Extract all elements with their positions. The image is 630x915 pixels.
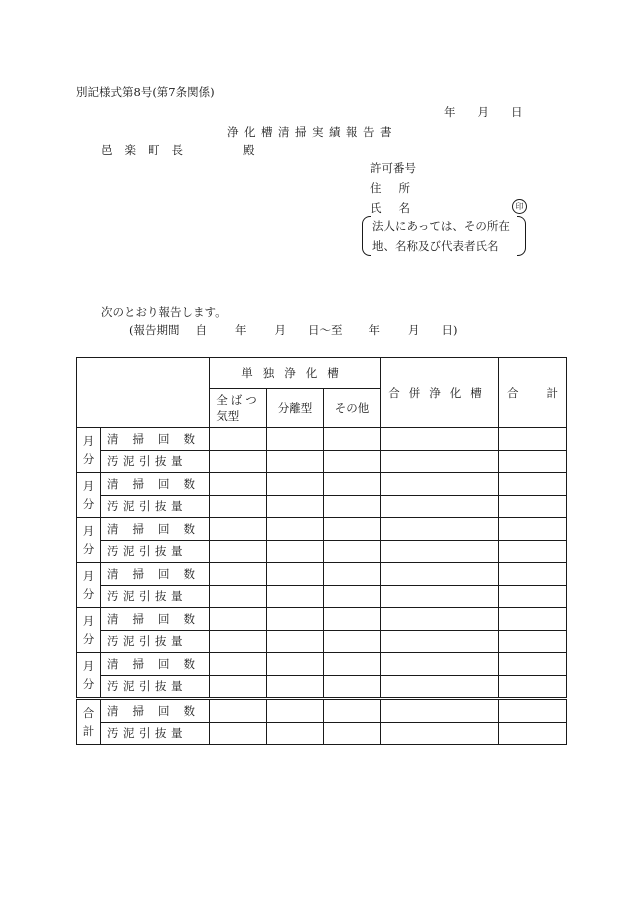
addressee: [101, 142, 255, 158]
blank-cell[interactable]: [499, 630, 567, 653]
period-day1: 日〜至: [308, 323, 343, 337]
sludge-volume-label: 汚泥引抜量: [101, 495, 210, 518]
blank-cell[interactable]: [210, 495, 267, 518]
blank-cell[interactable]: [267, 518, 324, 541]
date-line: [444, 104, 545, 120]
sludge-volume-label: 汚泥引抜量: [101, 630, 210, 653]
blank-cell[interactable]: [381, 450, 499, 473]
date-year: 年: [444, 105, 456, 119]
blank-cell[interactable]: [381, 473, 499, 496]
sludge-volume-label: 汚泥引抜量: [101, 540, 210, 563]
blank-cell[interactable]: [267, 722, 324, 745]
blank-cell[interactable]: [267, 540, 324, 563]
separation-header: 分離型: [267, 389, 324, 428]
blank-cell[interactable]: [210, 473, 267, 496]
blank-cell[interactable]: [324, 450, 381, 473]
blank-cell[interactable]: [324, 675, 381, 699]
blank-cell[interactable]: [324, 722, 381, 745]
total-header-a: 合: [507, 385, 519, 400]
address-label: 住所: [370, 181, 427, 195]
blank-cell[interactable]: [324, 563, 381, 586]
cleaning-count-label: 清掃回数: [101, 699, 210, 723]
month-label: [77, 518, 101, 563]
blank-cell[interactable]: [210, 722, 267, 745]
table-row: [77, 518, 567, 541]
table-row: [77, 699, 567, 723]
table-row: [77, 428, 567, 451]
blank-cell[interactable]: [499, 450, 567, 473]
form-number: 別記様式第8号(第7条関係): [76, 85, 215, 99]
blank-cell[interactable]: [210, 450, 267, 473]
date-day: 日: [511, 105, 523, 119]
blank-cell[interactable]: [210, 630, 267, 653]
month-label-text: 月分: [82, 569, 95, 601]
corporation-note-line1: 法人にあっては、その所在: [372, 219, 510, 233]
report-statement: 次のとおり報告します。: [101, 305, 227, 319]
blank-cell[interactable]: [267, 585, 324, 608]
blank-cell[interactable]: [499, 585, 567, 608]
blank-cell[interactable]: [267, 630, 324, 653]
period-year2: 年: [368, 323, 380, 337]
blank-cell[interactable]: [324, 518, 381, 541]
blank-cell[interactable]: [210, 563, 267, 586]
blank-cell[interactable]: [324, 428, 381, 451]
table-row: [77, 473, 567, 496]
month-label-text: 月分: [82, 524, 95, 556]
blank-cell[interactable]: [210, 540, 267, 563]
blank-cell[interactable]: [210, 699, 267, 723]
report-period: [129, 322, 458, 338]
month-label-text: 月分: [82, 434, 95, 466]
blank-cell[interactable]: [381, 722, 499, 745]
corporation-note: [362, 216, 526, 256]
addressee-town: 邑楽町長: [101, 143, 195, 157]
blank-cell[interactable]: [324, 699, 381, 723]
blank-cell[interactable]: [381, 585, 499, 608]
blank-cell[interactable]: [499, 428, 567, 451]
full-aeration-line2: 気型: [216, 409, 240, 423]
blank-cell[interactable]: [381, 495, 499, 518]
month-label: [77, 473, 101, 518]
blank-cell[interactable]: [381, 563, 499, 586]
month-label-text: 月分: [82, 614, 95, 646]
table-row: [77, 450, 567, 473]
blank-cell[interactable]: [499, 540, 567, 563]
cleaning-count-label: 清掃回数: [101, 518, 210, 541]
left-bracket: [362, 216, 371, 256]
period-from: 自: [195, 323, 207, 337]
total-label: [77, 699, 101, 745]
addressee-honorific: 殿: [243, 143, 255, 157]
blank-cell[interactable]: [210, 653, 267, 676]
blank-cell[interactable]: [210, 585, 267, 608]
single-tank-header: 単独浄化槽: [210, 358, 381, 389]
blank-cell[interactable]: [499, 699, 567, 723]
blank-cell[interactable]: [499, 675, 567, 699]
sludge-volume-label: 汚泥引抜量: [101, 450, 210, 473]
blank-cell[interactable]: [499, 495, 567, 518]
date-month: 月: [477, 105, 489, 119]
blank-cell[interactable]: [267, 608, 324, 631]
blank-cell[interactable]: [324, 630, 381, 653]
page-title: 浄化槽清掃実績報告書: [227, 125, 397, 139]
report-table: [76, 357, 567, 745]
cleaning-count-label: 清掃回数: [101, 563, 210, 586]
month-label-text: 月分: [82, 479, 95, 511]
period-month2: 月: [408, 323, 420, 337]
cleaning-count-label: 清掃回数: [101, 473, 210, 496]
blank-cell[interactable]: [267, 699, 324, 723]
period-day2: 日): [441, 323, 458, 337]
blank-cell[interactable]: [267, 450, 324, 473]
blank-cell[interactable]: [267, 473, 324, 496]
sludge-volume-label: 汚泥引抜量: [101, 722, 210, 745]
blank-cell[interactable]: [324, 495, 381, 518]
blank-cell[interactable]: [381, 675, 499, 699]
blank-cell[interactable]: [210, 675, 267, 699]
table-row: [77, 675, 567, 699]
blank-cell[interactable]: [267, 495, 324, 518]
blank-cell[interactable]: [210, 428, 267, 451]
sludge-volume-label: 汚泥引抜量: [101, 585, 210, 608]
month-label: [77, 653, 101, 699]
blank-cell[interactable]: [381, 630, 499, 653]
blank-cell[interactable]: [381, 699, 499, 723]
month-label: [77, 428, 101, 473]
blank-cell[interactable]: [499, 722, 567, 745]
right-bracket: [517, 216, 526, 256]
blank-cell[interactable]: [324, 585, 381, 608]
corporation-note-line2: 地、名称及び代表者氏名: [372, 239, 499, 253]
month-label: [77, 563, 101, 608]
blank-cell[interactable]: [499, 653, 567, 676]
sludge-volume-label: 汚泥引抜量: [101, 675, 210, 699]
corner-cell: [77, 358, 210, 428]
table-row: [77, 540, 567, 563]
period-open: (報告期間: [129, 323, 180, 337]
table-row: [77, 653, 567, 676]
blank-cell[interactable]: [267, 428, 324, 451]
total-header: [499, 358, 567, 428]
blank-cell[interactable]: [381, 653, 499, 676]
blank-cell[interactable]: [210, 518, 267, 541]
full-aeration-header: [210, 389, 267, 428]
cleaning-count-label: 清掃回数: [101, 608, 210, 631]
other-header: その他: [324, 389, 381, 428]
blank-cell[interactable]: [267, 653, 324, 676]
period-year1: 年: [235, 323, 247, 337]
table-row: [77, 722, 567, 745]
full-aeration-line1: 全ばつ: [216, 393, 260, 407]
blank-cell[interactable]: [381, 608, 499, 631]
table-row: [77, 608, 567, 631]
blank-cell[interactable]: [267, 563, 324, 586]
blank-cell[interactable]: [499, 518, 567, 541]
blank-cell[interactable]: [267, 675, 324, 699]
table-row: [77, 495, 567, 518]
cleaning-count-label: 清掃回数: [101, 653, 210, 676]
month-label: [77, 608, 101, 653]
table-row: [77, 585, 567, 608]
combined-tank-header: 合併浄化槽: [381, 358, 499, 428]
seal-icon: 印: [512, 199, 527, 214]
blank-cell[interactable]: [499, 473, 567, 496]
total-label-text: 合計: [82, 706, 95, 738]
blank-cell[interactable]: [499, 608, 567, 631]
blank-cell[interactable]: [381, 540, 499, 563]
blank-cell[interactable]: [499, 563, 567, 586]
permit-number-label: 許可番号: [370, 161, 416, 175]
blank-cell[interactable]: [381, 518, 499, 541]
cleaning-count-label: 清掃回数: [101, 428, 210, 451]
name-label: 氏名: [370, 201, 427, 215]
blank-cell[interactable]: [381, 428, 499, 451]
table-row: [77, 563, 567, 586]
blank-cell[interactable]: [324, 540, 381, 563]
blank-cell[interactable]: [324, 473, 381, 496]
blank-cell[interactable]: [210, 608, 267, 631]
table-row: [77, 630, 567, 653]
period-month1: 月: [274, 323, 286, 337]
total-header-b: 計: [546, 385, 558, 400]
blank-cell[interactable]: [324, 608, 381, 631]
month-label-text: 月分: [82, 659, 95, 691]
blank-cell[interactable]: [324, 653, 381, 676]
